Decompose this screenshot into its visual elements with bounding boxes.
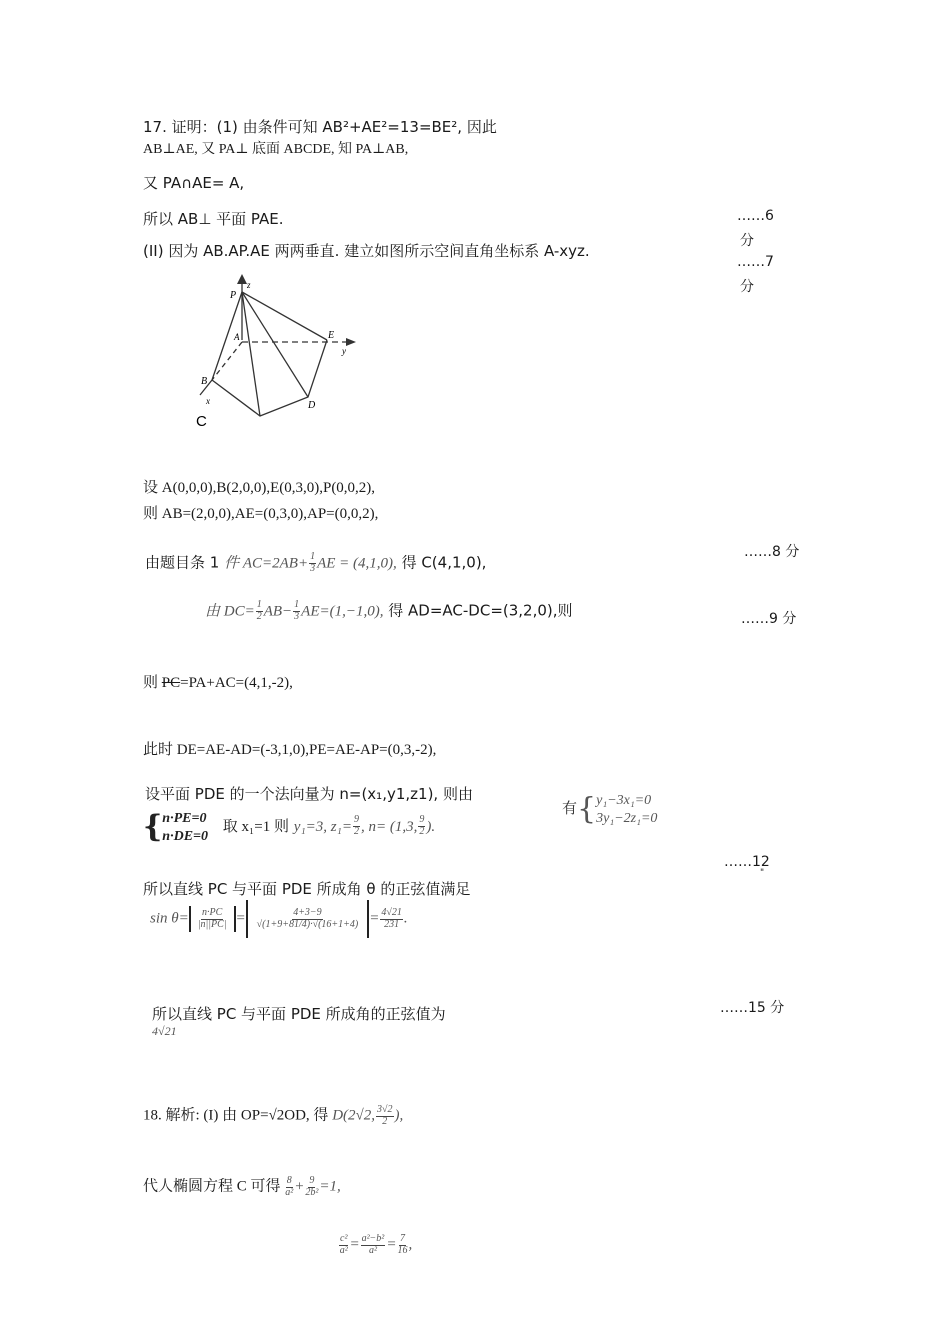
label-c: C bbox=[196, 413, 207, 430]
p17-line-8 bbox=[145, 552, 486, 574]
p17-line-10: 则 PC=PA+AC=(4,1,-2), bbox=[143, 675, 293, 691]
p17-line-3: 又 PA∩AE= A, bbox=[143, 174, 245, 192]
p17-line-15-value: 4√21 bbox=[152, 1024, 177, 1038]
p17-line-11: 此时 DE=AE-AD=(-3,1,0),PE=AE-AP=(0,3,-2), bbox=[143, 742, 437, 758]
p17-line-4: 所以 AB⊥ 平面 PAE. bbox=[143, 210, 284, 228]
score-6: ……6 bbox=[737, 208, 774, 224]
p17-line-1: 17. 证明：(1) 由条件可知 AB²+AE²=13=BE², 因此 bbox=[143, 118, 497, 136]
score-15: ……15 分 bbox=[720, 1000, 785, 1016]
z-arrowhead bbox=[237, 274, 247, 284]
pc-edge bbox=[242, 292, 260, 416]
pyramid-figure bbox=[190, 270, 370, 435]
pe-edge bbox=[242, 292, 327, 340]
label-b: B bbox=[201, 376, 208, 387]
frac-three-root2: $\frac{3√2}{2}$ bbox=[377, 1104, 393, 1127]
p18-line-1: 18. 解析: (I) 由 OP=√2OD, 得 D(2√2, $\frac{3√2}{2}$ ), bbox=[143, 1104, 404, 1127]
label-e: E bbox=[328, 330, 335, 341]
score-6-unit: 分 bbox=[740, 233, 754, 249]
sine-formula: sin θ= $\frac{n\cdot PC}{|n||PC|}$ = $\frac{4+3-9}{√(1+9+81/4)\cdot√(16+1+4)}$ = $\frac{4√21}{231}$ . bbox=[150, 900, 408, 938]
y-arrowhead bbox=[346, 338, 356, 346]
score-9: ……9 分 bbox=[741, 611, 797, 627]
frac-a2mb2-a2: $\frac{\text{a²−b²}}{\text{a²}}$ bbox=[361, 1233, 385, 1256]
p17-line-2: AB⊥AE, 又 PA⊥ 底面 ABCDE, 知 PA⊥AB, bbox=[143, 142, 409, 157]
p17-line-6: 设 A(0,0,0),B(2,0,0),E(0,3,0),P(0,0,2), bbox=[143, 480, 376, 496]
p17-line-12: 设平面 PDE 的一个法向量为 n=(x₁,y1,z1), 则由 bbox=[145, 785, 473, 803]
frac-nine-half: $\frac{9}{2}$ bbox=[353, 814, 359, 837]
label-d: D bbox=[308, 400, 316, 411]
label-a: A bbox=[234, 332, 240, 342]
score-7: ……7 bbox=[737, 254, 774, 270]
frac-8-a2: $\frac{8}{\text{a²}}$ bbox=[285, 1175, 294, 1198]
p17-line-9-post: 得 AD=AC-DC=(3,2,0),则 bbox=[388, 601, 573, 620]
frac-9-2b2: $\frac{9}{\text{2b²}}$ bbox=[305, 1175, 319, 1198]
pd-edge bbox=[242, 292, 308, 397]
p17-line-13: { n·PE=0 n·DE=0 取 x₁=1 则 y₁=3, z₁= $\frac{9}{2}$ , n= (1,3, $\frac{9}{2}$ ). bbox=[143, 809, 436, 845]
frac-nine-half-b: $\frac{9}{2}$ bbox=[419, 814, 425, 837]
ab-edge-hidden bbox=[212, 342, 242, 380]
sys-left-2: n·DE=0 bbox=[162, 828, 209, 844]
frac-7-16: $\frac{7}{16}$ bbox=[397, 1233, 408, 1256]
frac-c2-a2: $\frac{\text{c²}}{\text{a²}}$ bbox=[339, 1233, 348, 1256]
p17-line-9-math3: AE=(1,−1,0), bbox=[301, 603, 384, 620]
frac-sin-left: $\frac{n\cdot PC}{|n||PC|}$ bbox=[197, 907, 227, 930]
frac-sin-mid: $\frac{4+3-9}{√(1+9+81/4)\cdot√(16+1+4)}$ bbox=[256, 907, 359, 930]
p17-line-8-pre: 由题目条 1 bbox=[145, 553, 220, 572]
score-12: ……12 bbox=[724, 854, 770, 870]
score-12-unit: " bbox=[760, 868, 765, 878]
p17-line-8-math2: AE = (4,1,0), bbox=[317, 555, 397, 572]
p17-line-7: 则 AB=(2,0,0),AE=(0,3,0),AP=(0,0,2), bbox=[143, 506, 379, 522]
label-x: x bbox=[206, 396, 210, 406]
score-7-unit: 分 bbox=[740, 279, 754, 295]
p17-line-15: 所以直线 PC 与平面 PDE 所成角的正弦值为 bbox=[152, 1005, 446, 1023]
p17-line-14: 所以直线 PC 与平面 PDE 所成角 θ 的正弦值满足 bbox=[143, 880, 471, 898]
label-p: P bbox=[230, 290, 237, 301]
p17-line-9-math2: AB− bbox=[263, 603, 293, 620]
p18-line-2: 代人椭圆方程 C 可得 $\frac{8}{\text{a²}}$ + $\frac{9}{\text{2b²}}$ =1, bbox=[143, 1175, 341, 1198]
frac-one-third-b: $\frac{1}{3}$ bbox=[294, 599, 300, 622]
frac-one-third: $\frac{1}{3}$ bbox=[310, 551, 316, 574]
strike-pc: PC bbox=[161, 675, 181, 691]
p17-line-9 bbox=[205, 600, 573, 622]
sys-left-1: n·PE=0 bbox=[162, 811, 207, 826]
p17-line-5: (II) 因为 AB.AP.AE 两两垂直. 建立如图所示空间直角坐标系 A-xyz. bbox=[143, 242, 590, 260]
label-y: y bbox=[342, 346, 346, 356]
score-8: ……8 分 bbox=[744, 544, 800, 560]
frac-one-half: $\frac{1}{2}$ bbox=[256, 599, 262, 622]
p17-line-9-math: 由 DC= bbox=[205, 603, 255, 620]
frac-sin-right: $\frac{4√21}{231}$ bbox=[381, 907, 402, 930]
p17-line-8-math: 件 AC=2AB+ bbox=[224, 555, 309, 572]
p17-line-8-post: 得 C(4,1,0), bbox=[401, 553, 487, 572]
equation-system-right: 有{ y₁−3x₁=0 3y₁−2z₁=0 bbox=[562, 791, 658, 827]
p18-line-3: $\frac{\text{c²}}{\text{a²}}$ = $\frac{\text{a²−b²}}{\text{a²}}$ = $\frac{7}{16}$ , bbox=[339, 1233, 413, 1256]
label-z: z bbox=[247, 280, 251, 290]
